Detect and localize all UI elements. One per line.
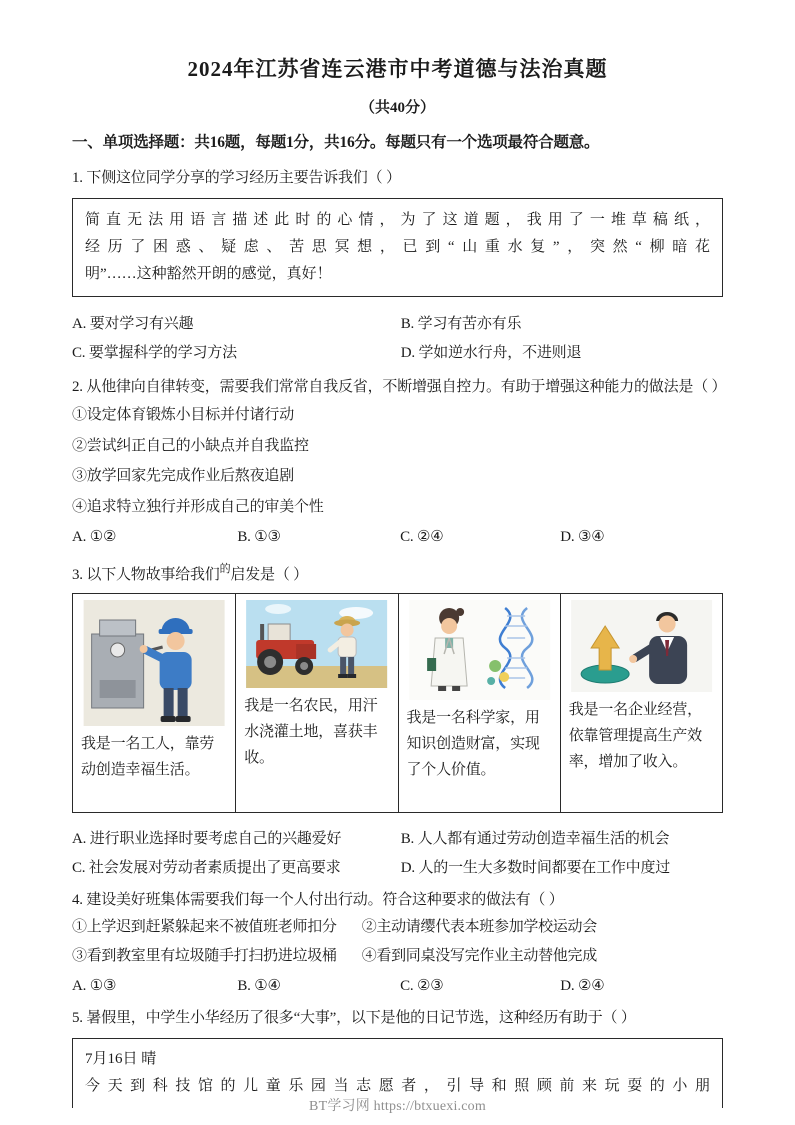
footer-url-link[interactable]: https://btxuexi.com [373, 1099, 486, 1114]
worker-operating-machine-image [81, 600, 227, 726]
figure-caption: 我是一名农民，用汗水浇灌土地，喜获丰收。 [244, 698, 378, 766]
page-footer [0, 1095, 795, 1115]
question-2-choice-d: D. ③④ [560, 529, 605, 545]
question-2-item-2: ②尝试纠正自己的小缺点并自我监控 [72, 437, 309, 454]
question-3-option-b: B. 人人都有通过劳动创造幸福生活的机会 [400, 831, 670, 847]
question-2-item-3: ③放学回家先完成作业后熬夜追剧 [72, 468, 295, 484]
figure-caption: 我是一名科学家，用知识创造财富，实现了个人价值。 [406, 710, 540, 778]
question-4 [72, 887, 723, 1001]
figure-panel-worker [73, 594, 235, 812]
footer-site-name: BT学习网 [309, 1099, 370, 1114]
question-3-options [72, 825, 723, 883]
figure-panel-farmer [235, 594, 397, 812]
quote-line: 经历了困惑、疑虑、苦思冥想，已到“山重水复”，突然“柳暗花 [85, 239, 710, 255]
question-2-stem: 2. 从他律向自律转变，需要我们常常自我反省，不断增强自控力。有助于增强这种能力的做法是（ ） [72, 379, 727, 395]
figure-caption: 我是一名工人，靠劳动创造幸福生活。 [81, 736, 215, 778]
scientist-with-dna-image [407, 600, 552, 700]
question-2-choice-b: B. ①③ [237, 529, 281, 545]
diary-date-line: 7月16日 晴 [85, 1051, 157, 1067]
question-4-item-2: ②主动请缨代表本班参加学校运动会 [361, 919, 597, 935]
figure-caption: 我是一名企业经营，依靠管理提高生产效率，增加了收入。 [568, 702, 702, 770]
question-1-option-b: B. 学习有苦亦有乐 [400, 316, 522, 332]
question-2-item-1: ①设定体育锻炼小目标并付诸行动 [72, 407, 295, 423]
question-2-choices [72, 522, 723, 552]
question-3-stem [72, 556, 723, 588]
question-3-stem-text: 3. 以下人物故事给我们 [72, 567, 220, 583]
question-1-option-c: C. 要掌握科学的学习方法 [72, 345, 237, 361]
entrepreneur-with-chart-image [569, 600, 714, 692]
question-4-choice-a: A. ①③ [72, 978, 117, 994]
question-3-option-d: D. 人的一生大多数时间都要在工作中度过 [400, 860, 671, 876]
question-1-quote-box [72, 198, 723, 297]
quote-line: 明”……这种豁然开朗的感觉，真好！ [85, 266, 332, 282]
question-2 [72, 374, 727, 552]
question-2-choice-a: A. ①② [72, 529, 117, 545]
question-3-option-a: A. 进行职业选择时要考虑自己的兴趣爱好 [72, 831, 342, 847]
quote-line: 简直无法用语言描述此时的心情，为了这道题，我用了一堆草稿纸， [85, 212, 710, 228]
question-3-stem-text: 启发是（ ） [230, 567, 308, 583]
question-3-figure [72, 593, 723, 813]
question-1-option-d: D. 学如逆水行舟，不进则退 [400, 345, 582, 361]
question-4-choice-c: C. ②③ [400, 978, 444, 994]
question-1-options [72, 310, 723, 368]
question-4-item-3: ③看到教室里有垃圾随手打扫扔进垃圾桶 [72, 948, 337, 964]
question-3-option-c: C. 社会发展对劳动者素质提出了更高要求 [72, 860, 341, 876]
question-2-item-4: ④追求特立独行并形成自己的审美个性 [72, 498, 324, 515]
figure-panel-entrepreneur [560, 594, 722, 812]
figure-panel-scientist [398, 594, 560, 812]
question-4-item-1: ①上学迟到赶紧躲起来不被值班老师扣分 [72, 919, 337, 935]
question-2-items [72, 400, 723, 522]
page-title: 2024年江苏省连云港市中考道德与法治真题 [187, 57, 608, 81]
question-4-items [72, 913, 723, 971]
question-1-option-a: A. 要对学习有兴趣 [72, 316, 194, 332]
question-4-choice-d: D. ②④ [560, 978, 605, 994]
question-1-stem: 1. 下侧这位同学分享的学习经历主要告诉我们（ ） [72, 170, 401, 186]
question-4-choices [72, 971, 723, 1001]
question-2-choice-c: C. ②④ [400, 529, 444, 545]
question-5 [72, 1005, 723, 1108]
question-4-stem: 4. 建设美好班集体需要我们每一个人付出行动。符合这种要求的做法有（ ） [72, 892, 564, 908]
diary-text-line: 今天到科技馆的儿童乐园当志愿者，引导和照顾前来玩耍的小朋 [85, 1078, 710, 1094]
page-subtitle: （共40分） [359, 100, 435, 116]
question-4-item-4: ④看到同桌没写完作业主动替他完成 [361, 948, 597, 964]
question-3 [72, 556, 723, 883]
question-1 [72, 165, 723, 368]
question-4-choice-b: B. ①④ [237, 978, 281, 994]
question-5-stem: 5. 暑假里，中学生小华经历了很多“大事”，以下是他的日记节选，这种经历有助于（ ） [72, 1010, 636, 1026]
question-3-stem-superscript: 的 [219, 563, 231, 575]
farmer-with-tractor-image [244, 600, 389, 688]
section-header: 一、单项选择题：共16题，每题1分，共16分。每题只有一个选项最符合题意。 [72, 134, 600, 151]
